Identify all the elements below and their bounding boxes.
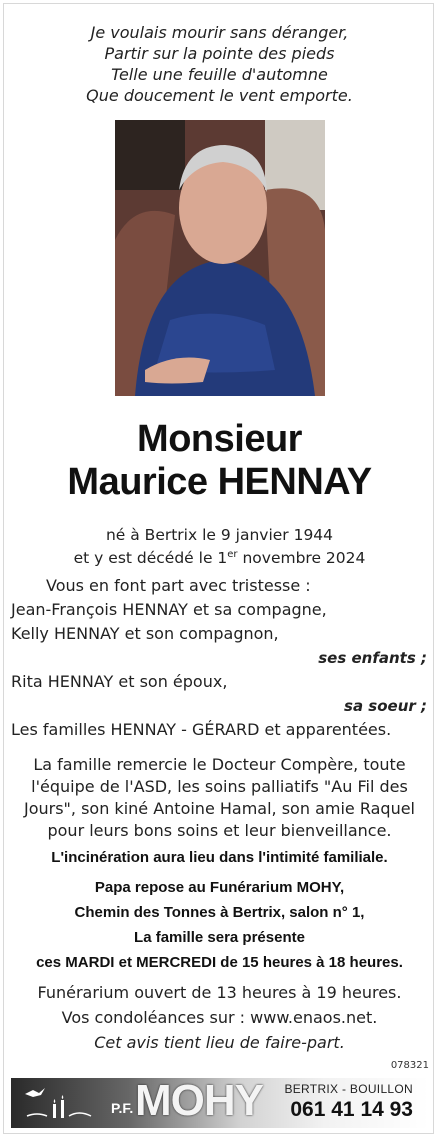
condolences-line: Vos condoléances sur : www.enaos.net. [61,1008,378,1027]
families-line: Les familles HENNAY - GÉRARD et apparentées. [11,720,392,739]
poem [0,22,439,106]
thanks-paragraph [0,754,439,842]
funeral-home-phone: 061 41 14 93 [290,1098,413,1121]
death-line-end: novembre 2024 [237,549,366,568]
death-line [0,545,439,568]
thanks-line: La famille remercie le Docteur Compère, toute [33,755,406,774]
poem-line: Partir sur la pointe des pieds [104,44,335,63]
poem-line: Je voulais mourir sans déranger, [90,23,349,42]
children-line-1: Jean-François HENNAY et sa compagne, [11,600,327,619]
children-line-2: Kelly HENNAY et son compagnon, [11,624,279,643]
deceased-name-block [0,418,439,504]
practical-info [0,980,439,1055]
funeral-home-name: MOHY [135,1078,263,1125]
portrait-photo [115,120,325,396]
funerarium-hours: Funérarium ouvert de 13 heures à 19 heures. [37,983,402,1002]
children-label: ses enfants ; [318,649,427,667]
dove-candles-logo [17,1082,97,1124]
family-announcement [0,574,439,742]
incineration-notice: L'incinération aura lieu dans l'intimité familiale. [51,849,388,866]
visitation-info [0,875,439,975]
thanks-line: Jours", son kiné Antoine Hamal, son amie Raquel [23,799,415,818]
sister-line: Rita HENNAY et son époux, [11,672,228,691]
funeral-home-location: BERTRIX - BOUILLON [284,1082,413,1096]
portrait-image [115,120,325,396]
visitation-line: La famille sera présente [134,929,305,946]
funeral-home-prefix: P.F. [111,1100,134,1116]
visitation-line: Papa repose au Funérarium MOHY, [94,879,345,896]
sister-label: sa soeur ; [344,697,427,715]
birth-line: né à Bertrix le 9 janvier 1944 [105,526,334,544]
announcement-intro: Vous en font part avec tristesse : [46,576,311,595]
deceased-name: Maurice HENNAY [67,461,372,503]
ordinal-suffix: er [227,549,238,560]
visitation-line: ces MARDI et MERCREDI de 15 heures à 18 heures. [36,954,403,971]
reference-number: 078321 [390,1060,429,1071]
faire-part-notice: Cet avis tient lieu de faire-part. [94,1033,345,1052]
birth-death-info [0,525,439,568]
thanks-line: pour leurs bons soins et leur bienveillance. [47,821,392,840]
thanks-line: l'équipe de l'ASD, les soins palliatifs "Au Fil des [31,777,408,796]
funeral-home-banner [11,1078,429,1128]
deceased-title: Monsieur [137,418,302,460]
death-line-start: et y est décédé le 1 [73,549,228,568]
poem-line: Que doucement le vent emporte. [86,86,353,105]
visitation-line: Chemin des Tonnes à Bertrix, salon n° 1, [74,904,365,921]
poem-line: Telle une feuille d'automne [111,65,328,84]
